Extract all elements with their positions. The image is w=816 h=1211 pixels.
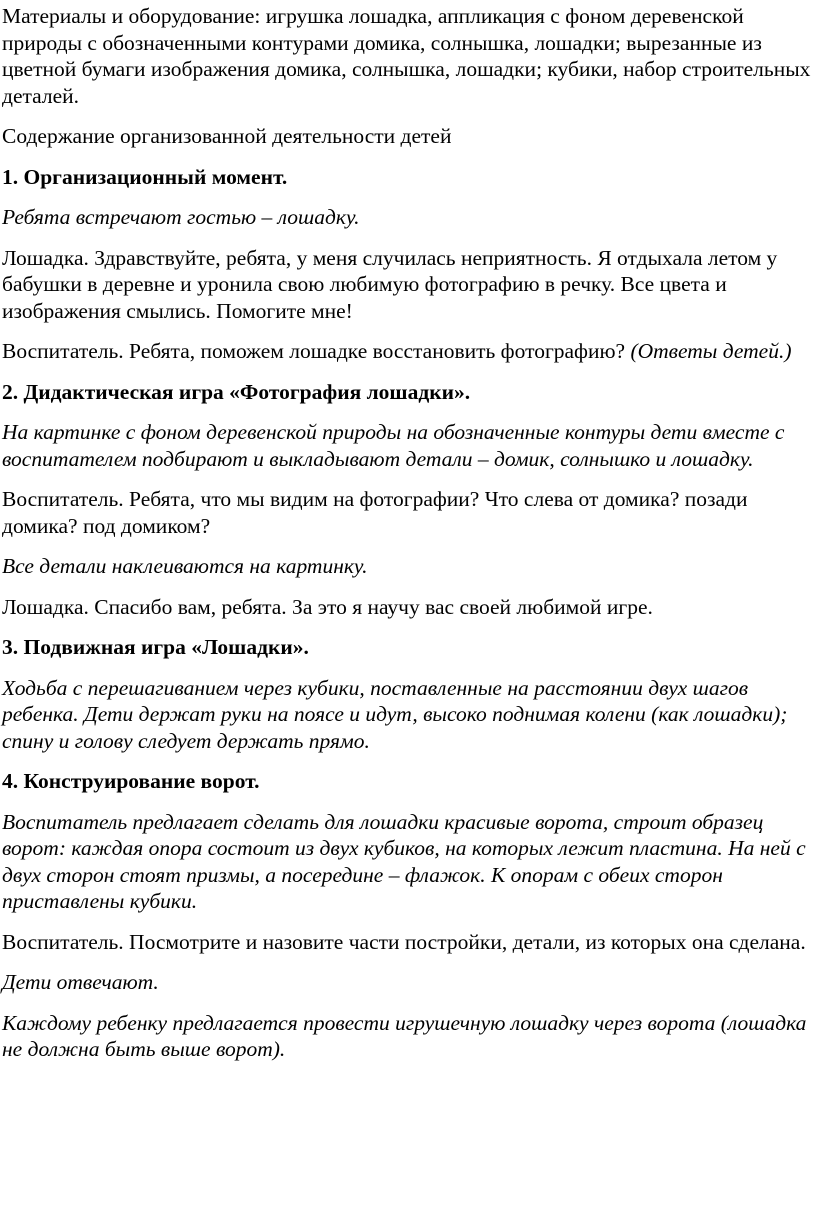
section-2-horse-speech: Лошадка. Спасибо вам, ребята. За это я научу вас своей любимой игре. bbox=[2, 594, 653, 619]
section-4-title: 4. Конструирование ворот. bbox=[2, 769, 260, 793]
section-3-intro: Ходьба с перешагиванием через кубики, поставленные на расстоянии двух шагов ребенка. Дети держат руки на поясе и идут, высоко поднимая колени (как лошадки); спину и голову следует держать прямо. bbox=[2, 675, 788, 753]
section-4-intro: Воспитатель предлагает сделать для лошадки красивые ворота, строит образец ворот: каждая опора состоит из двух кубиков, на которых лежит пластина. На ней с двух сторон стоят призмы, а посередине – флажок. К опорам с обеих сторон приставлены кубики. bbox=[2, 809, 806, 913]
section-1-intro: Ребята встречают гостью – лошадку. bbox=[2, 205, 360, 229]
document-page bbox=[2, 0, 814, 1077]
section-4-teacher-speech: Воспитатель. Посмотрите и назовите части постройки, детали, из которых она сделана. bbox=[2, 929, 806, 954]
materials-paragraph: Материалы и оборудование: игрушка лошадка, аппликация с фоном деревенской природы с обозначенными контурами домика, солнышка, лошадки; вырезанные из цветной бумаги изображения домика, солнышка, лошадки; кубики, набор строительных деталей. bbox=[2, 4, 811, 108]
section-1-title: 1. Организационный момент. bbox=[2, 164, 288, 189]
section-2-teacher-speech: Воспитатель. Ребята, что мы видим на фотографии? Что слева от домика? позади домика? под домиком? bbox=[2, 487, 748, 538]
section-4-children-answer: Дети отвечают. bbox=[2, 970, 159, 994]
section-1-horse-speech: Лошадка. Здравствуйте, ребята, у меня случилась неприятность. Я отдыхала летом у бабушки в деревне и уронила свою любимую фотографию в речку. Все цвета и изображения смылись. Помогите мне! bbox=[2, 245, 778, 323]
section-2-note: Все детали наклеиваются на картинку. bbox=[2, 554, 368, 578]
children-answers-note: (Ответы детей.) bbox=[630, 339, 792, 363]
section-2-intro: На картинке с фоном деревенской природы на обозначенные контуры дети вместе с воспитателем подбирают и выкладывают детали – домик, солнышко и лошадку. bbox=[2, 420, 785, 471]
section-3-title: 3. Подвижная игра «Лошадки». bbox=[2, 635, 309, 659]
section-4-task: Каждому ребенку предлагается провести игрушечную лошадку через ворота (лошадка не должна быть выше ворот). bbox=[2, 1010, 807, 1061]
section-1-teacher-speech bbox=[2, 338, 814, 365]
teacher-question: Воспитатель. Ребята, поможем лошадке восстановить фотографию? bbox=[2, 339, 626, 363]
section-2-title: 2. Дидактическая игра «Фотография лошадки». bbox=[2, 379, 471, 404]
content-heading: Содержание организованной деятельности детей bbox=[2, 124, 452, 148]
